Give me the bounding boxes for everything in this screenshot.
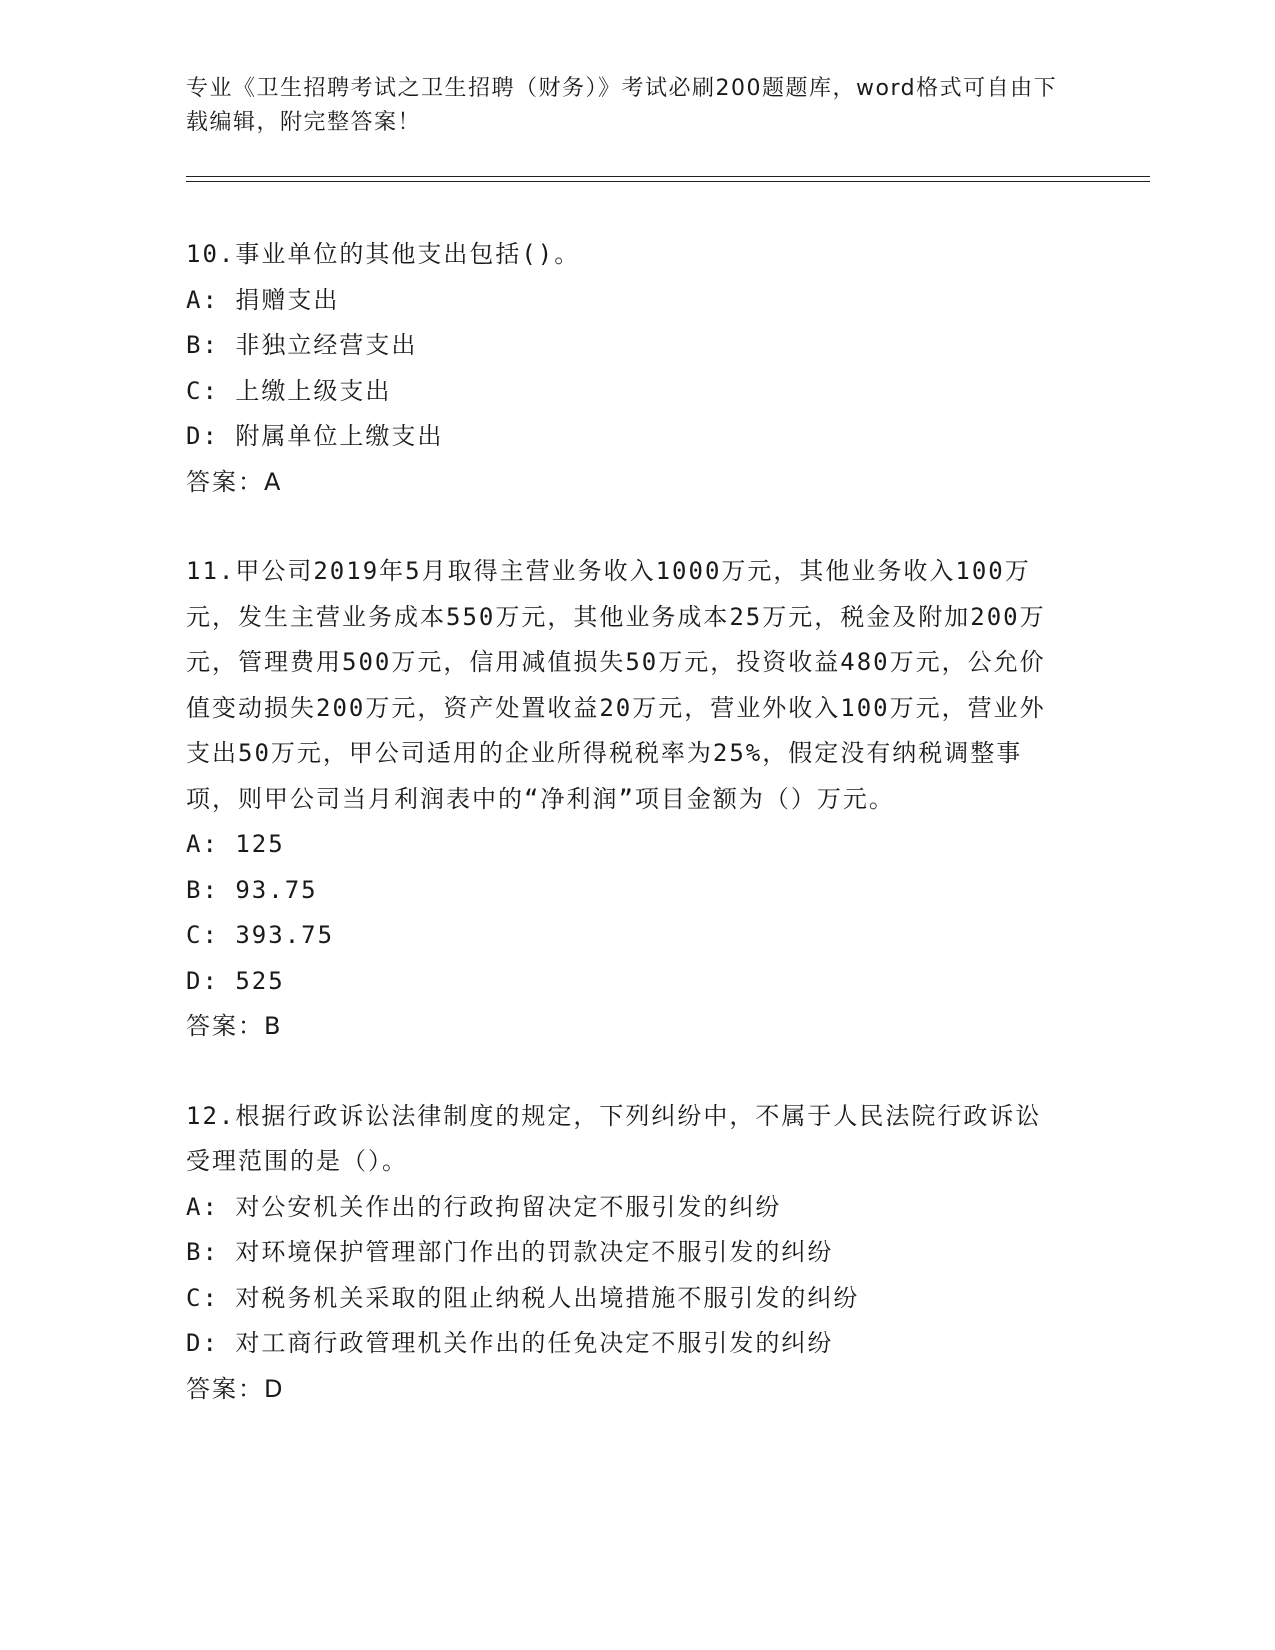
option-a [186, 822, 1066, 868]
option-text: 捐赠支出 [235, 285, 340, 314]
option-text: 393.75 [235, 921, 335, 949]
option-letter: D: [186, 966, 219, 995]
question-text: 12.根据行政诉讼法律制度的规定，下列纠纷中，不属于人民法院行政诉讼受理范围的是（）。 [186, 1101, 1042, 1175]
option-letter: B: [186, 331, 219, 359]
question-item [186, 232, 1066, 505]
question-text: 11.甲公司2019年5月取得主营业务收入1000万元，其他业务收入100万元，发生主营业务成本550万元，其他业务成本25万元，税金及附加200万元，管理费用500万元，信用减值损失50万元，投资收益480万元，公允价值变动损失200万元，资产处置收益20万元，营业外收入100万元，营业外支出50万元，甲公司适用的企业所得税税率为25%，假定没有纳税调整事项，则甲公司当月利润表中的“净利润”项目金额为（）万元。 [186, 557, 1046, 813]
option-a [186, 1185, 1066, 1231]
option-b [186, 868, 1066, 914]
option-text: 非独立经营支出 [235, 331, 418, 359]
option-c [186, 1276, 1066, 1322]
option-letter: B: [186, 1238, 219, 1266]
option-b [186, 323, 1066, 369]
option-d [186, 959, 1066, 1005]
option-text: 对环境保护管理部门作出的罚款决定不服引发的纠纷 [235, 1238, 834, 1266]
header-divider-top [186, 176, 1150, 177]
option-d [186, 414, 1066, 460]
question-list [186, 232, 1066, 1456]
answer-line: 答案：D [186, 1374, 285, 1403]
option-text: 对税务机关采取的阻止纳税人出境措施不服引发的纠纷 [235, 1283, 860, 1312]
option-letter: C: [186, 921, 219, 949]
answer-line: 答案：B [186, 1012, 283, 1040]
answer-line: 答案：A [186, 467, 283, 496]
option-letter: C: [186, 376, 219, 405]
option-letter: C: [186, 1283, 219, 1312]
option-text: 对工商行政管理机关作出的任免决定不服引发的纠纷 [235, 1329, 834, 1357]
option-letter: D: [186, 422, 219, 450]
question-item [186, 549, 1066, 1050]
option-text: 525 [235, 966, 285, 995]
option-text: 93.75 [235, 875, 318, 904]
option-letter: B: [186, 875, 219, 904]
option-letter: D: [186, 1329, 219, 1357]
question-item [186, 1094, 1066, 1413]
option-c [186, 913, 1066, 959]
option-text: 附属单位上缴支出 [235, 422, 444, 450]
option-text: 125 [235, 830, 285, 858]
option-c [186, 369, 1066, 415]
option-letter: A: [186, 830, 219, 858]
option-a [186, 278, 1066, 324]
option-letter: A: [186, 1192, 219, 1221]
option-b [186, 1230, 1066, 1276]
option-text: 上缴上级支出 [235, 376, 392, 405]
document-header-title: 专业《卫生招聘考试之卫生招聘（财务）》考试必刷200题题库，word格式可自由下载编辑，附完整答案！ [186, 76, 1058, 135]
option-d [186, 1321, 1066, 1367]
option-text: 对公安机关作出的行政拘留决定不服引发的纠纷 [235, 1192, 782, 1221]
question-text: 10.事业单位的其他支出包括()。 [186, 240, 581, 268]
header-divider-bottom [186, 181, 1150, 182]
option-letter: A: [186, 285, 219, 314]
